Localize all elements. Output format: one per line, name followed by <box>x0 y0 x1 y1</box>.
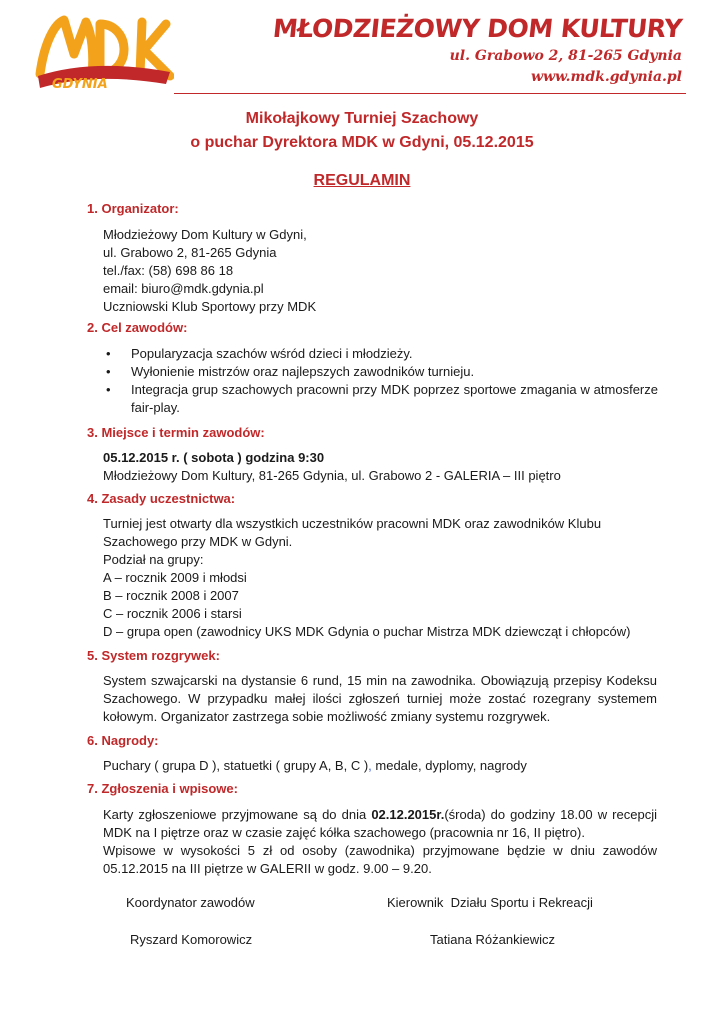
section-4-heading: 4. Zasady uczestnictwa: <box>87 491 236 506</box>
goal-text: Wyłonienie mistrzów oraz najlepszych zawodników turnieju. <box>131 364 475 379</box>
groups-label: Podział na grupy: <box>103 552 204 567</box>
logo-sub-text: GDYNIA <box>52 77 108 92</box>
header-info <box>273 14 682 85</box>
group-item: A – rocznik 2009 i młodsi <box>103 570 247 585</box>
group-item: B – rocznik 2008 i 2007 <box>103 588 239 603</box>
section-2-heading: 2. Cel zawodów: <box>87 320 188 335</box>
signature-right-role: Kierownik Działu Sportu i Rekreacji <box>387 895 593 910</box>
organizer-line: Uczniowski Klub Sportowy przy MDK <box>103 299 317 314</box>
section-5-body: System szwajcarski na dystansie 6 rund, 15 min na zawodnika. Obowiązują przepisy Kodeksu Szachowego. W przypadku małej ilości zgłoszeń turniej może zostać rozegrany systemem kołowym. Organizator zastrzega sobie możliwość zmiany systemu rozgrywek. <box>103 673 657 724</box>
fee-paragraph: Wpisowe w wysokości 5 zł od osoby (zawodnika) przyjmowane będzie w dniu zawodów 05.12.2015 na III piętrze w GALERII w godz. 9.00 – 9.20. <box>103 843 657 876</box>
prizes-text: Puchary ( grupa D ), statuetki ( grupy A, B, C ) <box>103 758 369 773</box>
goal-text: Integracja grup szachowych pracowni przy MDK poprzez sportowe zmagania w atmosferze fair-play. <box>131 382 658 415</box>
institution-website[interactable]: www.mdk.gdynia.pl <box>530 69 682 85</box>
registration-deadline: 02.12.2015r. <box>371 807 445 822</box>
list-item <box>104 345 658 363</box>
signature-right-name: Tatiana Różankiewicz <box>430 932 556 947</box>
event-date: 05.12.2015 r. ( sobota ) godzina 9:30 <box>103 450 325 465</box>
regulamin-heading: REGULAMIN <box>313 172 411 189</box>
signature-left-role: Koordynator zawodów <box>126 895 255 910</box>
registration-text: Karty zgłoszeniowe przyjmowane są do dnia <box>103 807 372 822</box>
institution-address: ul. Grabowo 2, 81-265 Gdynia <box>449 48 682 64</box>
organizer-line: Młodzieżowy Dom Kultury w Gdyni, <box>103 227 307 242</box>
section-1-heading: 1. Organizator: <box>87 201 179 216</box>
section-7-body <box>103 806 657 878</box>
doc-title-line1: Mikołajkowy Turniej Szachowy <box>245 110 479 127</box>
section-3-heading: 3. Miejsce i termin zawodów: <box>87 425 265 440</box>
section-4-body <box>103 515 639 641</box>
group-item: C – rocznik 2006 i starsi <box>103 606 242 621</box>
organizer-line: ul. Grabowo 2, 81-265 Gdynia <box>103 245 277 260</box>
registration-paragraph <box>103 806 657 842</box>
registration-text: (środa) do godziny 18.00 w recepcji MDK na I piętrze oraz w czasie zajęć kółka szachowego (pracownia nr 16, II piętro). <box>103 807 657 840</box>
section-1-body <box>103 226 657 316</box>
goals-list <box>104 345 658 417</box>
prizes-text: medale, dyplomy, nagrody <box>371 758 527 773</box>
bullet-icon: • <box>106 382 111 397</box>
list-item <box>104 363 658 381</box>
institution-name: MŁODZIEŻOWY DOM KULTURY <box>271 14 684 43</box>
participation-intro: Turniej jest otwarty dla wszystkich uczestników pracowni MDK oraz zawodników Klubu Szachowego przy MDK w Gdyni. <box>103 516 602 549</box>
goal-text: Popularyzacja szachów wśród dzieci i młodzieży. <box>131 346 413 361</box>
mdk-gdynia-logo <box>34 14 174 98</box>
prizes-comma: , <box>368 758 372 773</box>
header-divider <box>174 93 686 94</box>
event-place: Młodzieżowy Dom Kultury, 81-265 Gdynia, ul. Grabowo 2 - GALERIA – III piętro <box>103 468 561 483</box>
section-3-body <box>103 449 657 485</box>
section-2-body <box>104 345 658 417</box>
organizer-email[interactable]: email: biuro@mdk.gdynia.pl <box>103 281 264 296</box>
signature-left-name: Ryszard Komorowicz <box>130 932 253 947</box>
doc-title-line2: o puchar Dyrektora MDK w Gdyni, 05.12.2015 <box>190 134 534 151</box>
list-item <box>104 381 658 417</box>
group-item: D – grupa open (zawodnicy UKS MDK Gdynia o puchar Mistrza MDK dziewcząt i chłopców) <box>103 624 631 639</box>
bullet-icon: • <box>106 346 111 361</box>
organizer-line: tel./fax: (58) 698 86 18 <box>103 263 234 278</box>
section-7-heading: 7. Zgłoszenia i wpisowe: <box>87 781 238 796</box>
section-5-heading: 5. System rozgrywek: <box>87 648 220 663</box>
section-6-body <box>103 757 657 775</box>
section-6-heading: 6. Nagrody: <box>87 733 159 748</box>
bullet-icon: • <box>106 364 111 379</box>
